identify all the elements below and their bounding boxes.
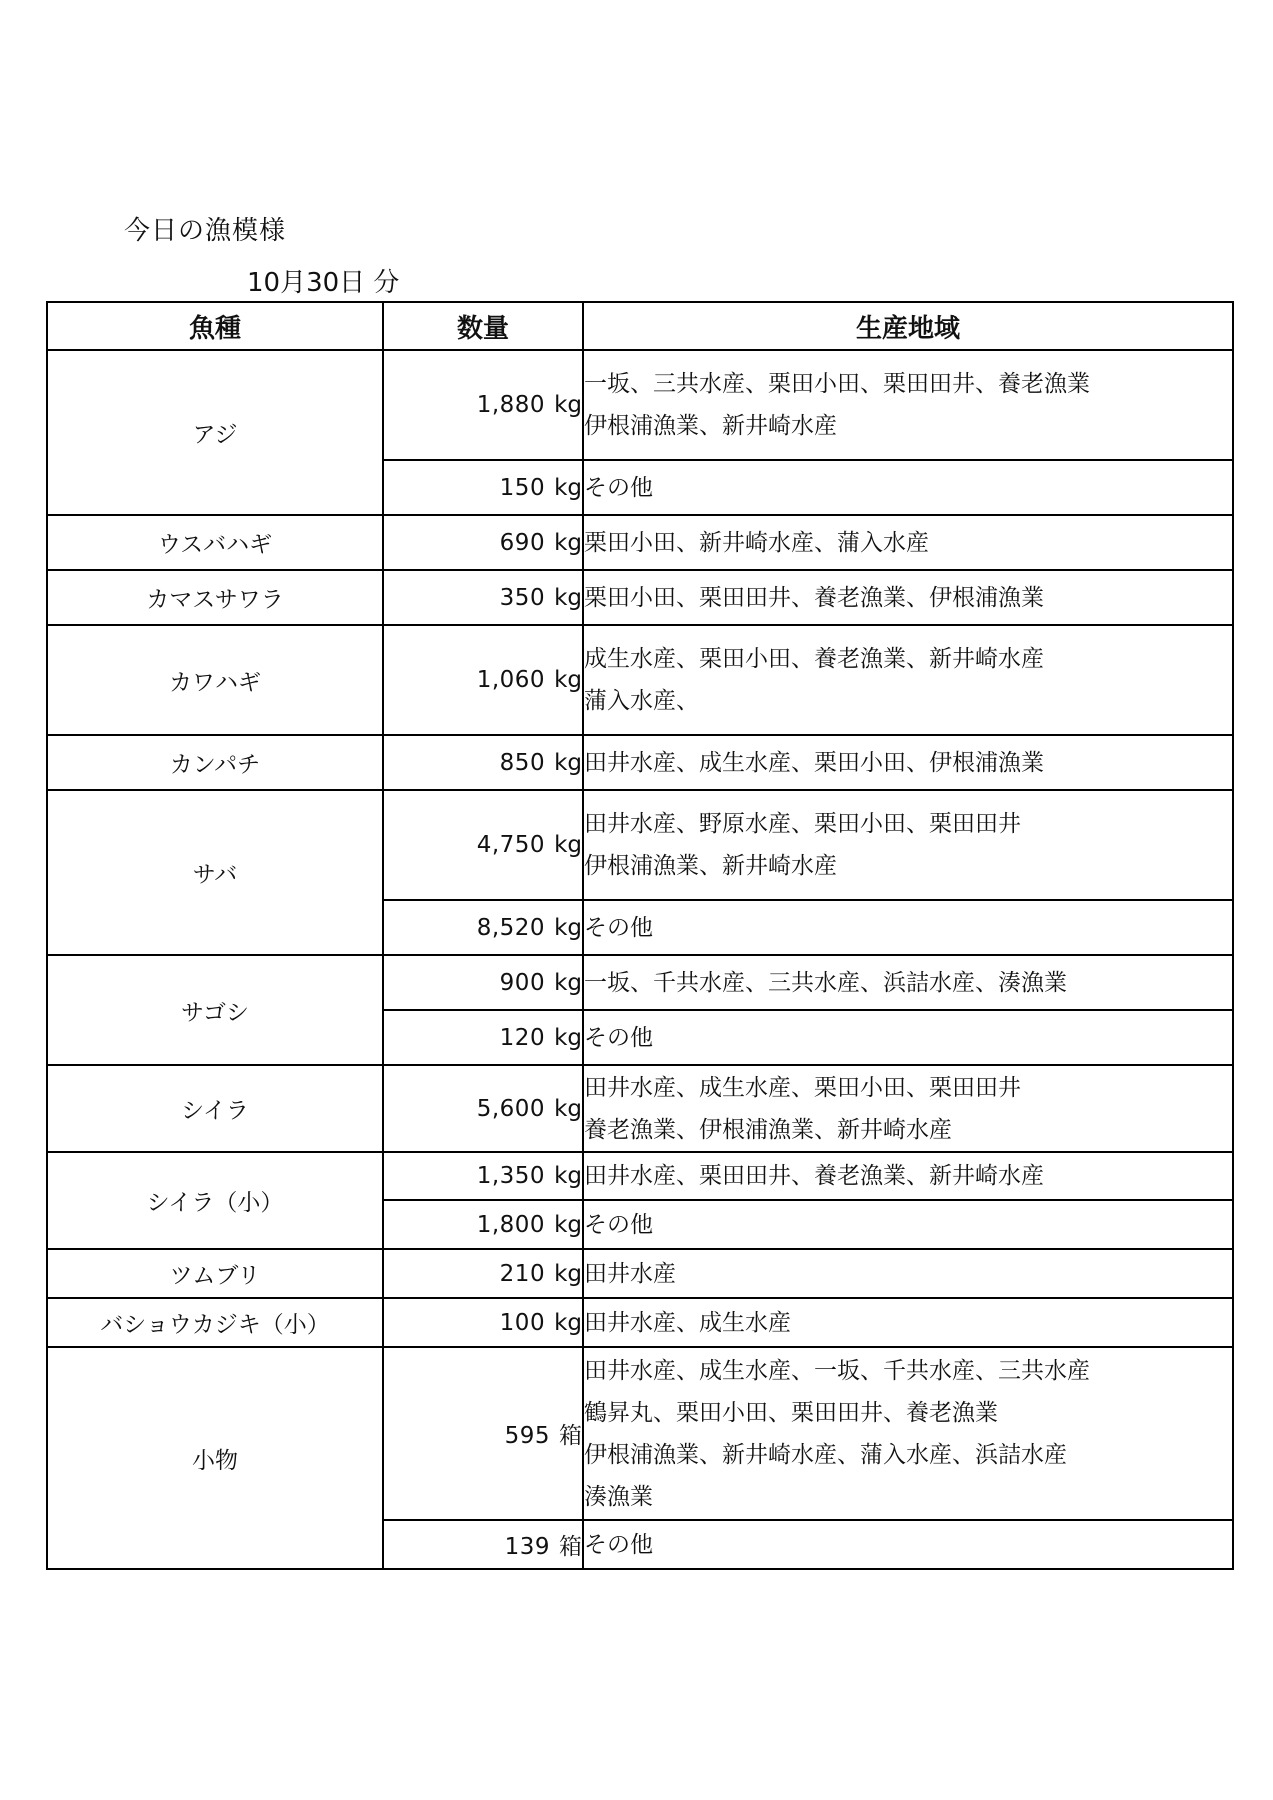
quantity-value: 595 (504, 1423, 550, 1449)
table-row (47, 955, 1233, 1010)
area-line: 一坂、千共水産、三共水産、浜詰水産、湊漁業 (584, 969, 1067, 996)
fish-name: シイラ (47, 1065, 383, 1152)
area-cell (583, 1065, 1233, 1152)
area-cell (583, 900, 1233, 955)
area-line: 養老漁業、伊根浦漁業、新井崎水産 (584, 1116, 952, 1143)
area-cell (583, 735, 1233, 790)
fish-name: アジ (47, 350, 383, 515)
quantity-unit: kg (554, 1309, 582, 1336)
area-cell (583, 1520, 1233, 1569)
area-line: 田井水産、野原水産、栗田小田、栗田田井 (584, 811, 1021, 837)
area-cell (583, 1200, 1233, 1249)
table-row (47, 515, 1233, 570)
quantity-value: 150 (499, 474, 546, 501)
fish-name: バショウカジキ（小） (47, 1298, 383, 1347)
quantity-unit: kg (554, 1211, 582, 1238)
table-row (47, 570, 1233, 625)
quantity-unit: kg (554, 1163, 582, 1189)
quantity-value: 8,520 (476, 914, 546, 941)
table-row (47, 1065, 1233, 1152)
quantity-unit: kg (554, 392, 582, 418)
quantity-value: 210 (499, 1260, 546, 1287)
area-line: 鶴昇丸、栗田小田、栗田田井、養老漁業 (584, 1399, 998, 1426)
area-cell (583, 1298, 1233, 1347)
fish-name: 小物 (47, 1347, 383, 1569)
quantity-unit: kg (554, 1260, 582, 1287)
area-cell (583, 515, 1233, 570)
area-cell (583, 955, 1233, 1010)
area-line: 蒲入水産、 (584, 688, 699, 714)
quantity-value: 1,800 (476, 1211, 546, 1238)
table-row (47, 625, 1233, 735)
area-cell (583, 1152, 1233, 1200)
quantity-value: 120 (499, 1024, 546, 1051)
quantity-unit: kg (554, 1024, 582, 1051)
table-row (47, 1249, 1233, 1298)
quantity-unit: kg (554, 1095, 582, 1122)
quantity-cell (383, 955, 583, 1010)
table-row (47, 1152, 1233, 1200)
fish-name: サバ (47, 790, 383, 955)
quantity-unit: kg (554, 832, 582, 858)
quantity-cell (383, 1200, 583, 1249)
area-line: その他 (584, 1531, 653, 1558)
quantity-cell (383, 735, 583, 790)
quantity-cell (383, 350, 583, 460)
quantity-cell (383, 1010, 583, 1065)
fish-name: サゴシ (47, 955, 383, 1065)
quantity-cell (383, 900, 583, 955)
area-line: 田井水産、成生水産 (584, 1309, 791, 1336)
quantity-cell (383, 515, 583, 570)
quantity-value: 350 (499, 584, 546, 611)
area-line: 伊根浦漁業、新井崎水産、蒲入水産、浜詰水産 (584, 1441, 1067, 1468)
area-line: 栗田小田、栗田田井、養老漁業、伊根浦漁業 (584, 584, 1044, 611)
quantity-unit: 箱 (559, 1423, 582, 1449)
quantity-unit: kg (554, 914, 582, 941)
area-line: 湊漁業 (584, 1483, 653, 1510)
quantity-value: 4,750 (476, 832, 546, 858)
quantity-cell (383, 1298, 583, 1347)
quantity-cell (383, 625, 583, 735)
area-line: 田井水産 (584, 1260, 676, 1287)
quantity-unit: kg (554, 969, 582, 996)
area-line: 栗田小田、新井崎水産、蒲入水産 (584, 529, 929, 556)
area-cell (583, 790, 1233, 900)
quantity-cell (383, 1152, 583, 1200)
report-date: 10月30日 分 (247, 268, 400, 298)
area-line: その他 (584, 914, 653, 941)
area-line: 伊根浦漁業、新井崎水産 (584, 853, 837, 879)
fish-name: カワハギ (47, 625, 383, 735)
area-cell (583, 460, 1233, 515)
quantity-value: 900 (499, 969, 546, 996)
fish-name: カンパチ (47, 735, 383, 790)
quantity-unit: kg (554, 749, 582, 776)
table-row (47, 790, 1233, 900)
area-cell (583, 625, 1233, 735)
area-cell (583, 1347, 1233, 1520)
table-row (47, 735, 1233, 790)
area-line: その他 (584, 1211, 653, 1238)
table-header-row (47, 302, 1233, 350)
quantity-unit: kg (554, 474, 582, 501)
fish-name: ツムブリ (47, 1249, 383, 1298)
area-line: 成生水産、栗田小田、養老漁業、新井崎水産 (584, 646, 1044, 672)
quantity-unit: kg (554, 584, 582, 611)
area-line: 田井水産、成生水産、栗田小田、栗田田井 (584, 1074, 1021, 1101)
quantity-value: 850 (499, 749, 546, 776)
quantity-value: 139 (504, 1534, 550, 1560)
quantity-value: 690 (499, 529, 546, 556)
quantity-value: 1,880 (476, 392, 546, 418)
area-line: 田井水産、成生水産、栗田小田、伊根浦漁業 (584, 749, 1044, 776)
quantity-value: 1,060 (476, 667, 546, 693)
quantity-value: 5,600 (476, 1095, 546, 1122)
quantity-cell (383, 1520, 583, 1569)
table-row (47, 1347, 1233, 1520)
header-area: 生産地域 (583, 302, 1233, 350)
table-row (47, 350, 1233, 460)
quantity-cell (383, 570, 583, 625)
area-line: その他 (584, 1024, 653, 1051)
quantity-cell (383, 1249, 583, 1298)
quantity-cell (383, 1065, 583, 1152)
quantity-unit: kg (554, 529, 582, 556)
area-line: 伊根浦漁業、新井崎水産 (584, 413, 837, 439)
quantity-unit: kg (554, 667, 582, 693)
area-cell (583, 1249, 1233, 1298)
catch-table (46, 301, 1234, 1570)
quantity-cell (383, 790, 583, 900)
quantity-cell (383, 1347, 583, 1520)
header-fish: 魚種 (47, 302, 383, 350)
table-row (47, 1298, 1233, 1347)
fish-name: シイラ（小） (47, 1152, 383, 1249)
quantity-value: 100 (499, 1309, 546, 1336)
quantity-value: 1,350 (476, 1163, 546, 1189)
area-cell (583, 570, 1233, 625)
header-quantity: 数量 (383, 302, 583, 350)
area-line: 田井水産、成生水産、一坂、千共水産、三共水産 (584, 1357, 1090, 1384)
area-line: 一坂、三共水産、栗田小田、栗田田井、養老漁業 (584, 371, 1090, 397)
page-title: 今日の漁模様 (124, 216, 287, 246)
area-line: 田井水産、栗田田井、養老漁業、新井崎水産 (584, 1163, 1044, 1189)
area-line: その他 (584, 474, 653, 501)
quantity-cell (383, 460, 583, 515)
fish-name: ウスバハギ (47, 515, 383, 570)
quantity-unit: 箱 (559, 1534, 582, 1560)
area-cell (583, 1010, 1233, 1065)
area-cell (583, 350, 1233, 460)
fish-name: カマスサワラ (47, 570, 383, 625)
